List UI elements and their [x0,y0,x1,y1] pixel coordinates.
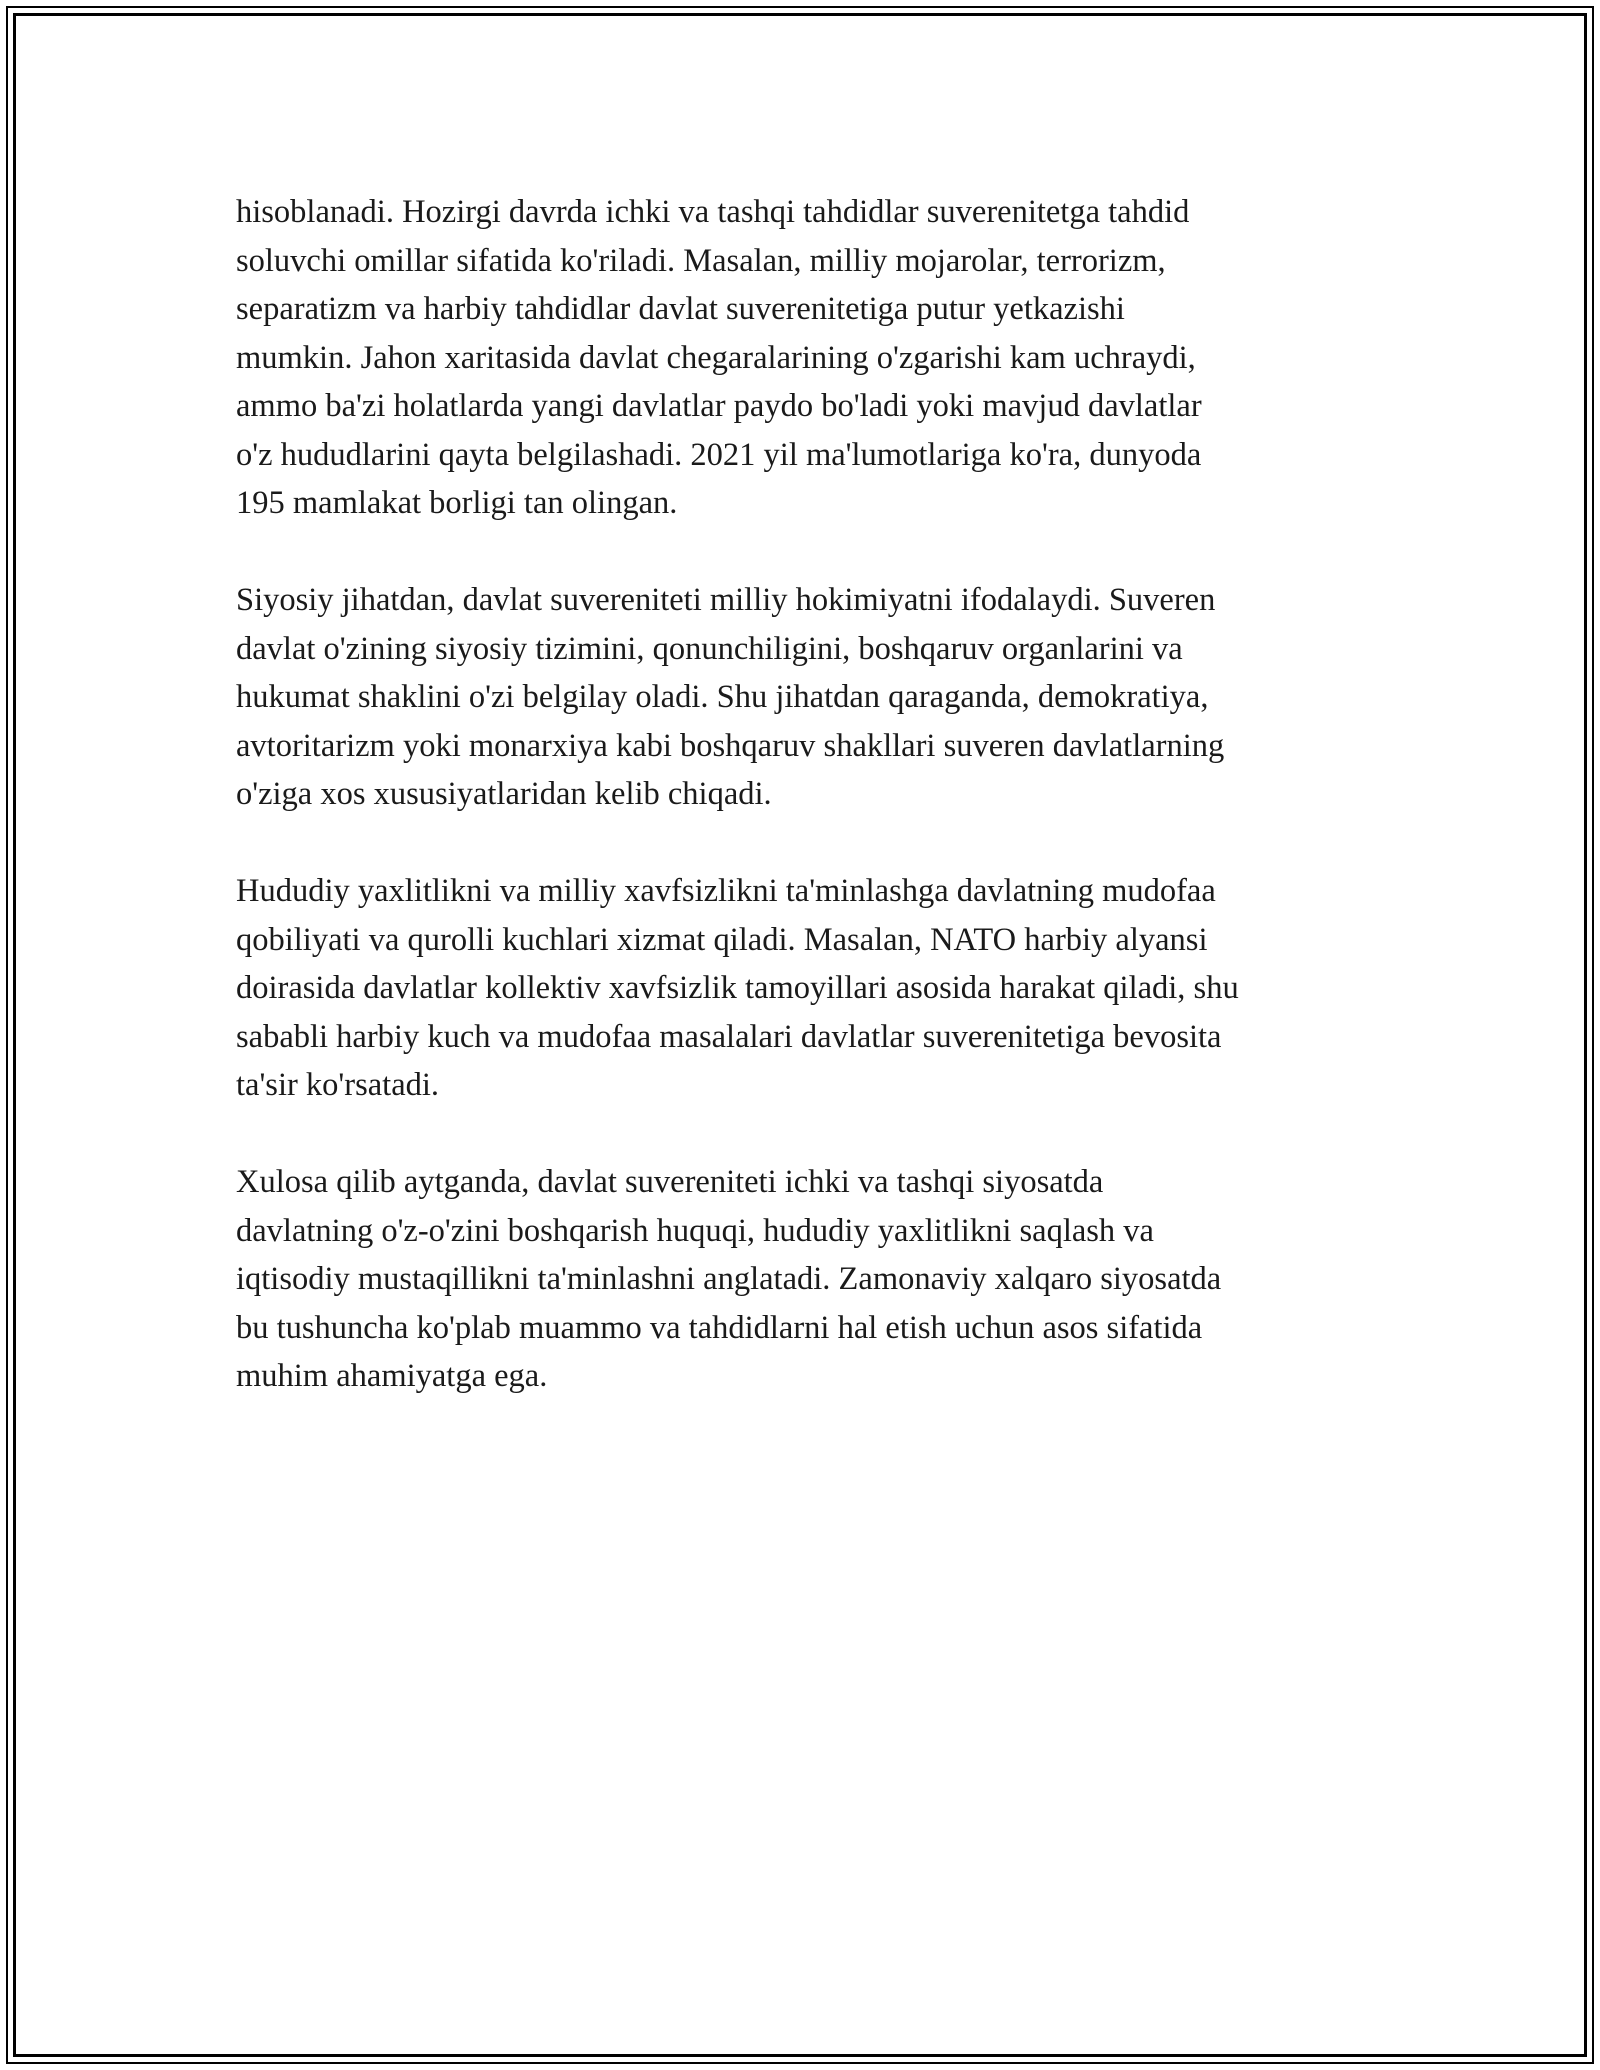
paragraph-threats: hisoblanadi. Hozirgi davrda ichki va tashqi tahdidlar suverenitetga tahdid soluvchi omillar sifatida ko'riladi. Masalan, milliy mojarolar, terrorizm, separatizm va harbiy tahdidlar davlat suverenitetiga putur yetkazishi mumkin. Jahon xaritasida davlat chegaralarining o'zgarishi kam uchraydi, ammo ba'zi holatlarda yangi davlatlar paydo bo'ladi yoki mavjud davlatlar o'z hududlarini qayta belgilashadi. 2021 yil ma'lumotlariga ko'ra, dunyoda 195 mamlakat borligi tan olingan. [236,194,1202,521]
paragraph-conclusion: Xulosa qilib aytganda, davlat suvereniteti ichki va tashqi siyosatda davlatning o'z-o'zini boshqarish huquqi, hududiy yaxlitlikni saqlash va iqtisodiy mustaqillikni ta'minlashni anglatadi. Zamonaviy xalqaro siyosatda bu tushuncha ko'plab muammo va tahdidlarni hal etish uchun asos sifatida muhim ahamiyatga ega. [236,1164,1222,1394]
document-body [236,188,1386,1449]
paragraph-defense: Hududiy yaxlitlikni va milliy xavfsizlikni ta'minlashga davlatning mudofaa qobiliyati va qurolli kuchlari xizmat qiladi. Masalan, NATO harbiy alyansi doirasida davlatlar kollektiv xavfsizlik tamoyillari asosida harakat qiladi, shu sababli harbiy kuch va mudofaa masalalari davlatlar suverenitetiga bevosita ta'sir ko'rsatadi. [236,873,1239,1103]
paragraph-political-aspect: Siyosiy jihatdan, davlat suvereniteti milliy hokimiyatni ifodalaydi. Suveren davlat o'zining siyosiy tizimini, qonunchiligini, boshqaruv organlarini va hukumat shaklini o'zi belgilay oladi. Shu jihatdan qaraganda, demokratiya, avtoritarizm yoki monarxiya kabi boshqaruv shakllari suveren davlatlarning o'ziga xos xususiyatlaridan kelib chiqadi. [236,582,1225,812]
